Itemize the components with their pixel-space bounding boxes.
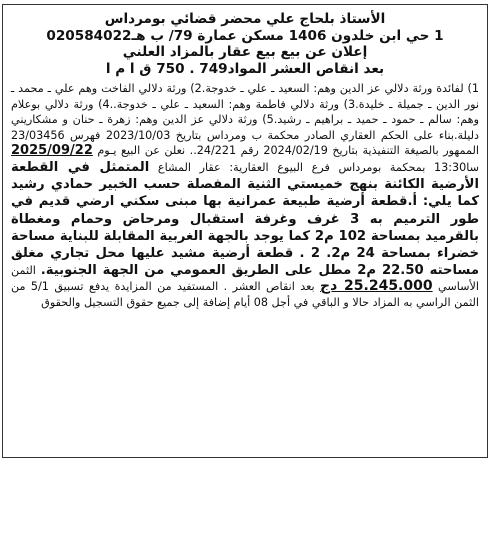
notice-body — [11, 81, 479, 311]
legal-notice — [2, 4, 488, 458]
sale-date: 2025/09/22 — [11, 143, 93, 159]
blank-area — [0, 458, 490, 533]
parties-paragraph: 1) لفائدة ورثة دلالي عز الدين وهم: السعيد ـ علي ـ خدوجة.2) ورثة دلالي الفاخت وهم علي ـ محمد ـ نور الدين ـ جميلة ـ خليدة.3) ورثة دلالي فاطمة وهم: السعيد ـ علي ـ خدوجة..4) ورثة دلالي بوعلام وهم: سالم ـ حمود ـ حميد ـ براهيم ـ رشيد.5) ورثة دلالي عز الدين وهم: زهرة ـ حنان و مشكاريني دليلة.بناء على الحكم العقاري الصادر محكمة ب ومرداس بتاريخ 2023/10/03 فهرس 23/03456 الممهور بالصيغة التنفيذية بتاريخ 2024/02/19 رقم 24/221.. نعلن عن البيع يـوم — [11, 82, 480, 158]
property-description: المتمثل في القطعة الأرضية الكائنة بنهج خميستي الثنية المفصلة حسب الخبير حمادي رشيد كما يلي: أ.قطعة أرضية طبيعة عمرانية بها مبنى سكني ارضي قديم في طور الترميم به 3 غرف وغرفة استقبال ومرحاض وحمام ومغطاة بالقرميد بمساحة 102 م2 كما يوجد بالجهة الغربية المقابلة للبناية مساحة خضراء بمساحة 24 م2. 2 . قطعة أرضية مشيد عليها محل تجاري مغلق مساحته 22.50 م2 مطل على الطريق العمومي من الجهة الجنوبية. — [11, 159, 479, 279]
base-price: 25.245.000 دج — [320, 278, 433, 295]
sale-time-place: سا13:30 بمحكمة بومرداس فرع البيوع العقارية: عقار المشاع — [157, 160, 480, 174]
bailiff-name: الأستاذ بلحاج علي محضر قضائي بومرداس — [104, 11, 386, 27]
payment-terms: بعد انقاص العشر . المستفيد من المزايدة يدفع تسبيق 5/1 من الثمن الراسي به المزاد حالا و الباقي في أجل 08 أيام إضافة إلى جميع حقوق التسجيل والحقوق — [11, 280, 479, 309]
bailiff-address: 1 حي ابن خلدون 1406 مسكن عمارة 79/ ب هـ020584022 — [46, 27, 444, 44]
price-label: الثمن الأساسي — [11, 264, 479, 294]
notice-title: إعلان عن بيع بيع عقار بالمزاد العلني — [122, 44, 368, 60]
notice-header — [11, 11, 479, 77]
notice-subtitle: بعد انقاص العشر المواد749 . 750 ق ا م ا — [105, 60, 385, 77]
